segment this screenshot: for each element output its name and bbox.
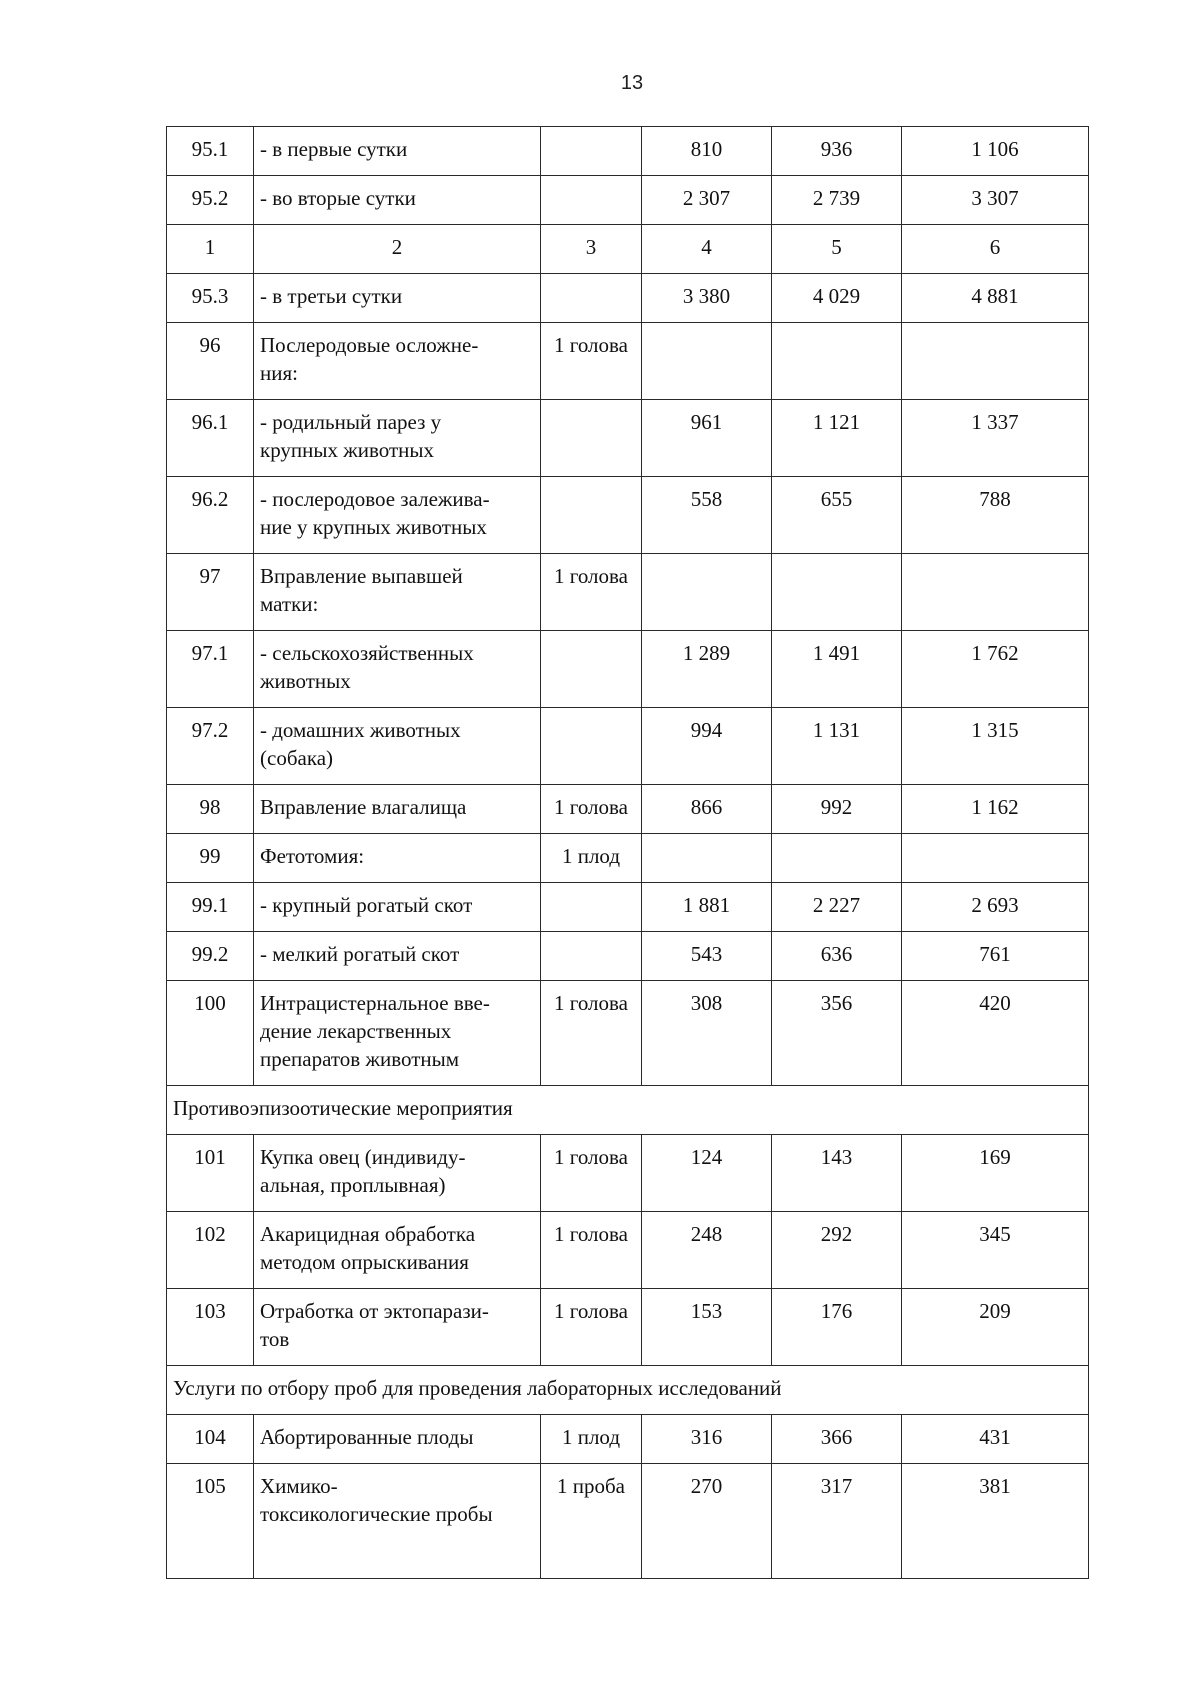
price-column-4: 866	[642, 785, 772, 834]
unit-of-measure: 1 голова	[541, 323, 642, 400]
price-column-4: 994	[642, 708, 772, 785]
price-column-5: 636	[772, 932, 902, 981]
price-column-6: 420	[902, 981, 1089, 1086]
row-number: 98	[167, 785, 254, 834]
price-column-4	[642, 554, 772, 631]
service-name: Акарицидная обработка методом опрыскивания	[254, 1212, 541, 1289]
section-header-row	[167, 1366, 1089, 1415]
service-name: - родильный парез у крупных животных	[254, 400, 541, 477]
row-number: 95.2	[167, 176, 254, 225]
table-row	[167, 1289, 1089, 1366]
row-number: 99	[167, 834, 254, 883]
service-name: Химико- токсикологические пробы	[254, 1464, 541, 1579]
price-column-6: 209	[902, 1289, 1089, 1366]
price-column-5: 992	[772, 785, 902, 834]
price-column-5: 143	[772, 1135, 902, 1212]
row-number: 101	[167, 1135, 254, 1212]
price-column-5: 655	[772, 477, 902, 554]
price-column-4: 270	[642, 1464, 772, 1579]
price-column-5	[772, 323, 902, 400]
service-name: Вправление влагалища	[254, 785, 541, 834]
service-name: - сельскохозяйственных животных	[254, 631, 541, 708]
table-row	[167, 1464, 1089, 1579]
service-name: Отработка от эктопарази- тов	[254, 1289, 541, 1366]
price-column-6: 788	[902, 477, 1089, 554]
service-name: - в третьи сутки	[254, 274, 541, 323]
price-column-5: 292	[772, 1212, 902, 1289]
service-name: Интрацистернальное вве- дение лекарственных препаратов животным	[254, 981, 541, 1086]
unit-of-measure	[541, 274, 642, 323]
section-header-row	[167, 1086, 1089, 1135]
service-name: Абортированные плоды	[254, 1415, 541, 1464]
table-row	[167, 323, 1089, 400]
row-number: 102	[167, 1212, 254, 1289]
price-column-6	[902, 323, 1089, 400]
row-number: 97.2	[167, 708, 254, 785]
unit-of-measure	[541, 477, 642, 554]
service-name: - домашних животных (собака)	[254, 708, 541, 785]
table-row	[167, 1135, 1089, 1212]
price-column-6: 381	[902, 1464, 1089, 1579]
price-column-4: 3 380	[642, 274, 772, 323]
price-column-4: 810	[642, 127, 772, 176]
row-number: 96	[167, 323, 254, 400]
price-column-4: 124	[642, 1135, 772, 1212]
price-column-5: 1 131	[772, 708, 902, 785]
price-column-4: 308	[642, 981, 772, 1086]
table-row	[167, 785, 1089, 834]
row-number: 97	[167, 554, 254, 631]
price-column-6: 169	[902, 1135, 1089, 1212]
table-row	[167, 127, 1089, 176]
price-column-5: 1 491	[772, 631, 902, 708]
price-column-4: 558	[642, 477, 772, 554]
price-column-4	[642, 323, 772, 400]
unit-of-measure	[541, 400, 642, 477]
price-column-4: 1 881	[642, 883, 772, 932]
service-name: Послеродовые осложне- ния:	[254, 323, 541, 400]
price-column-6: 1 106	[902, 127, 1089, 176]
price-column-5: 366	[772, 1415, 902, 1464]
row-number: 100	[167, 981, 254, 1086]
price-column-6: 761	[902, 932, 1089, 981]
row-number: 99.1	[167, 883, 254, 932]
price-column-4: 248	[642, 1212, 772, 1289]
price-column-4: 316	[642, 1415, 772, 1464]
unit-of-measure	[541, 932, 642, 981]
price-column-6	[902, 554, 1089, 631]
unit-of-measure: 1 голова	[541, 1289, 642, 1366]
price-column-5: 356	[772, 981, 902, 1086]
service-name: 2	[254, 225, 541, 274]
row-number: 99.2	[167, 932, 254, 981]
table-row	[167, 708, 1089, 785]
table-row	[167, 400, 1089, 477]
price-column-5: 5	[772, 225, 902, 274]
row-number: 105	[167, 1464, 254, 1579]
unit-of-measure: 1 голова	[541, 1135, 642, 1212]
table-row	[167, 225, 1089, 274]
price-column-4	[642, 834, 772, 883]
price-column-5: 936	[772, 127, 902, 176]
row-number: 95.1	[167, 127, 254, 176]
price-column-5: 2 739	[772, 176, 902, 225]
price-column-6: 2 693	[902, 883, 1089, 932]
price-column-5: 4 029	[772, 274, 902, 323]
table-row	[167, 1212, 1089, 1289]
unit-of-measure: 1 голова	[541, 981, 642, 1086]
table-row	[167, 834, 1089, 883]
price-column-5	[772, 834, 902, 883]
unit-of-measure	[541, 883, 642, 932]
service-name: - в первые сутки	[254, 127, 541, 176]
service-name: - послеродовое залежива- ние у крупных животных	[254, 477, 541, 554]
tariff-table-body	[167, 127, 1089, 1579]
row-number: 96.2	[167, 477, 254, 554]
section-title: Противоэпизоотические мероприятия	[167, 1086, 1089, 1135]
table-row	[167, 883, 1089, 932]
unit-of-measure: 1 проба	[541, 1464, 642, 1579]
price-column-6: 1 337	[902, 400, 1089, 477]
table-row	[167, 554, 1089, 631]
price-column-5: 176	[772, 1289, 902, 1366]
row-number: 104	[167, 1415, 254, 1464]
price-column-4: 4	[642, 225, 772, 274]
table-row	[167, 176, 1089, 225]
price-column-6	[902, 834, 1089, 883]
price-column-5: 1 121	[772, 400, 902, 477]
price-column-4: 153	[642, 1289, 772, 1366]
unit-of-measure: 3	[541, 225, 642, 274]
table-row	[167, 631, 1089, 708]
section-title: Услуги по отбору проб для проведения лабораторных исследований	[167, 1366, 1089, 1415]
table-row	[167, 1415, 1089, 1464]
tariff-table	[166, 126, 1089, 1579]
row-number: 1	[167, 225, 254, 274]
table-row	[167, 274, 1089, 323]
price-column-6: 1 315	[902, 708, 1089, 785]
unit-of-measure: 1 голова	[541, 785, 642, 834]
unit-of-measure: 1 голова	[541, 554, 642, 631]
price-column-6: 6	[902, 225, 1089, 274]
service-name: - во вторые сутки	[254, 176, 541, 225]
table-row	[167, 981, 1089, 1086]
price-column-6: 1 762	[902, 631, 1089, 708]
unit-of-measure	[541, 176, 642, 225]
unit-of-measure: 1 плод	[541, 834, 642, 883]
price-column-5: 2 227	[772, 883, 902, 932]
price-column-6: 4 881	[902, 274, 1089, 323]
unit-of-measure: 1 плод	[541, 1415, 642, 1464]
row-number: 97.1	[167, 631, 254, 708]
price-column-6: 3 307	[902, 176, 1089, 225]
table-row	[167, 477, 1089, 554]
service-name: Фетотомия:	[254, 834, 541, 883]
price-column-4: 543	[642, 932, 772, 981]
service-name: - мелкий рогатый скот	[254, 932, 541, 981]
unit-of-measure: 1 голова	[541, 1212, 642, 1289]
price-column-4: 961	[642, 400, 772, 477]
price-column-6: 345	[902, 1212, 1089, 1289]
row-number: 103	[167, 1289, 254, 1366]
price-column-5	[772, 554, 902, 631]
price-column-6: 431	[902, 1415, 1089, 1464]
service-name: Купка овец (индивиду- альная, проплывная)	[254, 1135, 541, 1212]
unit-of-measure	[541, 708, 642, 785]
page-number: 13	[620, 72, 644, 94]
price-column-4: 2 307	[642, 176, 772, 225]
row-number: 95.3	[167, 274, 254, 323]
price-column-4: 1 289	[642, 631, 772, 708]
price-column-6: 1 162	[902, 785, 1089, 834]
table-row	[167, 932, 1089, 981]
unit-of-measure	[541, 631, 642, 708]
row-number: 96.1	[167, 400, 254, 477]
service-name: Вправление выпавшей матки:	[254, 554, 541, 631]
unit-of-measure	[541, 127, 642, 176]
price-column-5: 317	[772, 1464, 902, 1579]
service-name: - крупный рогатый скот	[254, 883, 541, 932]
